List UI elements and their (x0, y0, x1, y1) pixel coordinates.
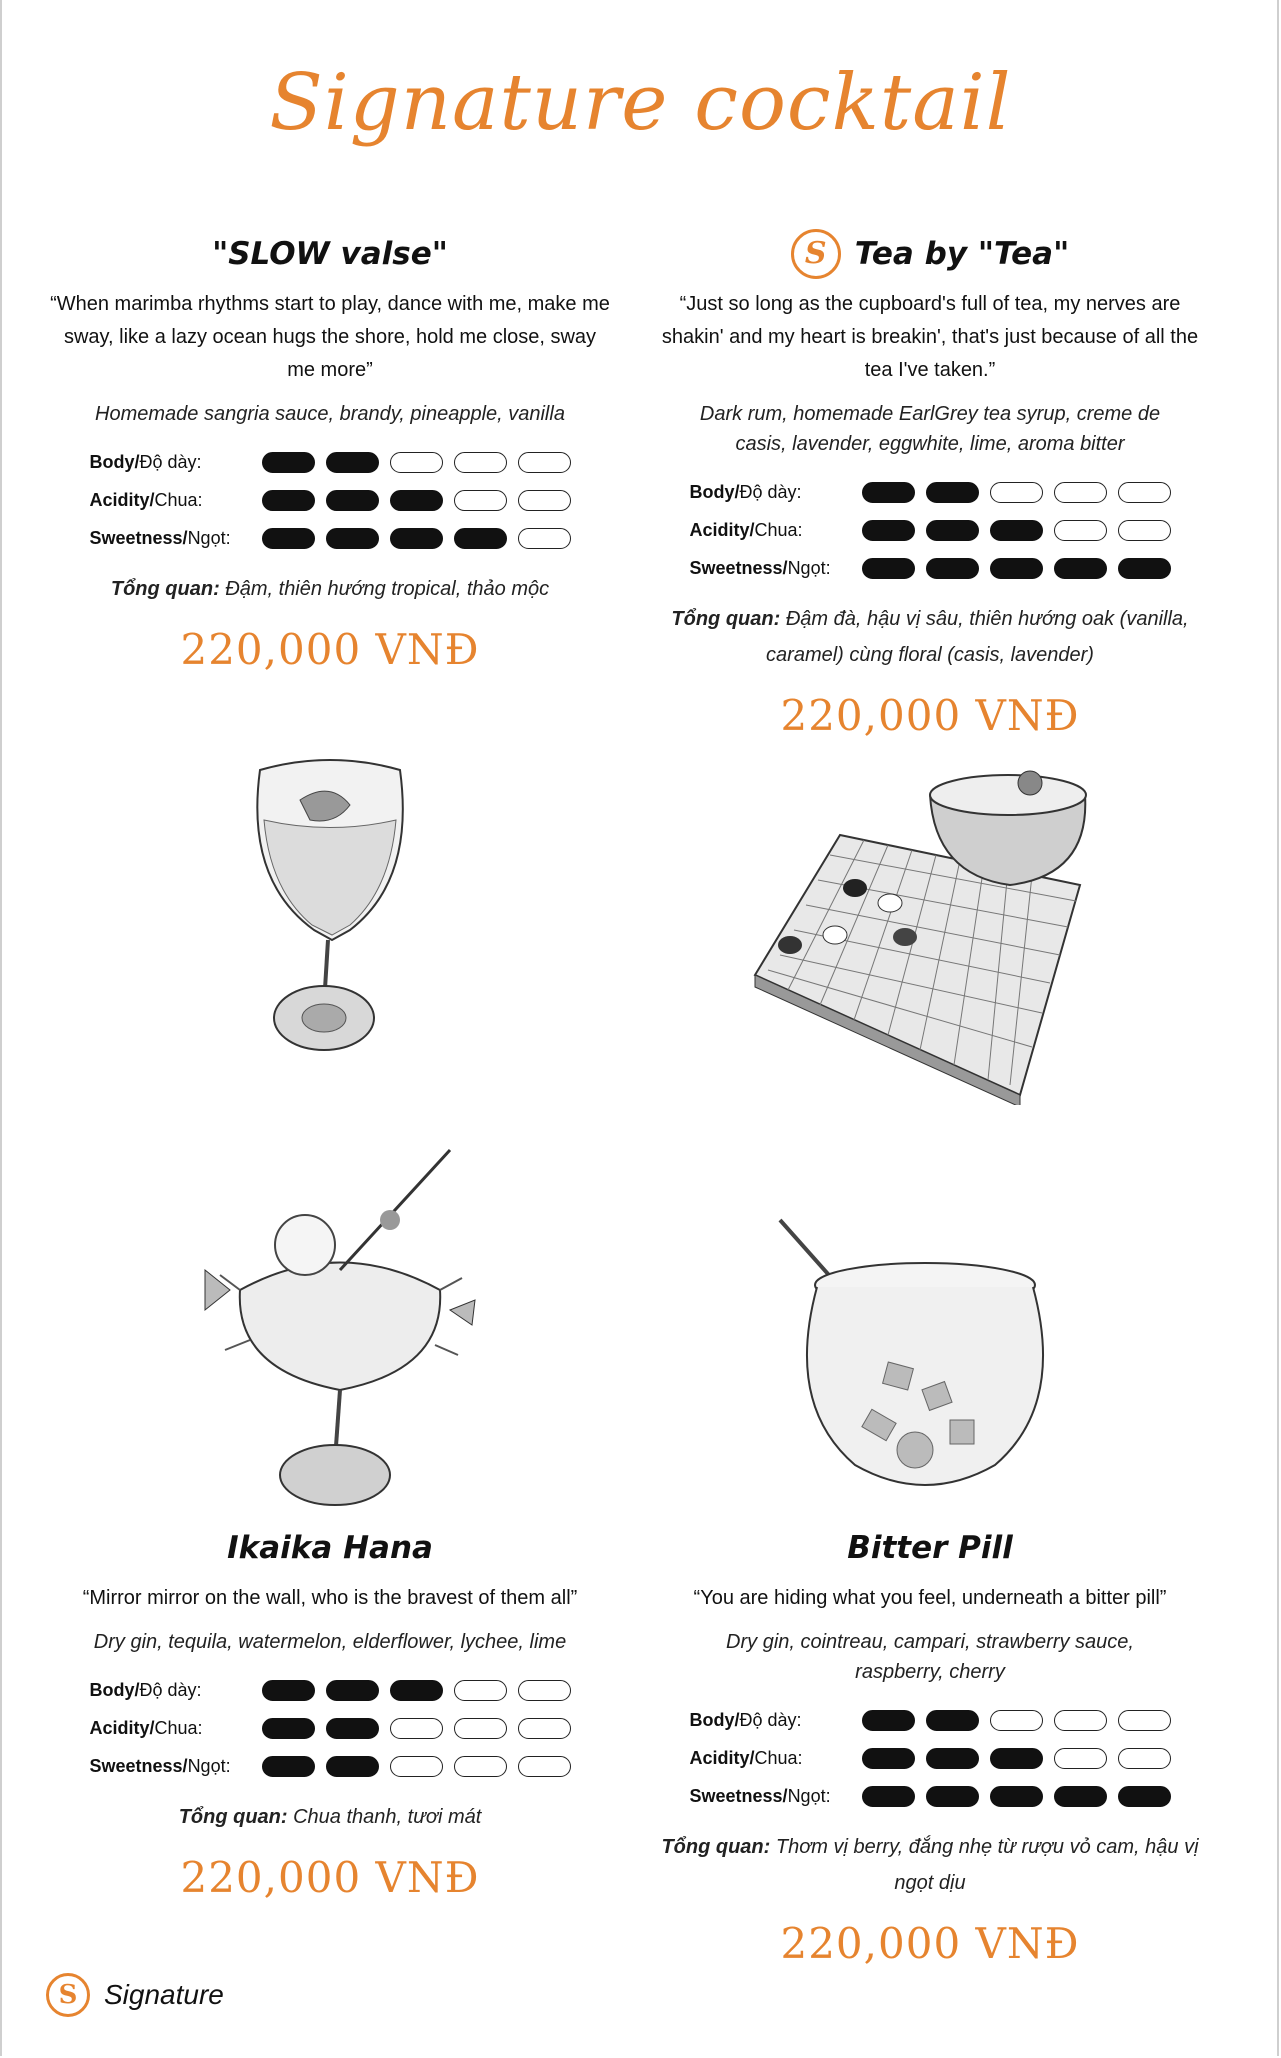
rating-pill-filled (390, 1680, 443, 1701)
rating-label-en: Acidity/ (89, 1717, 155, 1738)
rating-pill-empty (454, 452, 507, 473)
rating-pill-empty (518, 490, 571, 511)
footer-brand-text: Signature (104, 1979, 224, 2010)
rating-row (90, 1747, 571, 1785)
cocktail-name (40, 232, 620, 276)
rating-label-en: Acidity/ (689, 1747, 755, 1768)
rating-label-vi: Chua: (754, 519, 803, 540)
rating-pill-filled (926, 520, 979, 541)
cocktail-name-text: Bitter Pill (847, 1530, 1013, 1566)
rating-scale (262, 490, 571, 511)
rating-label (690, 1786, 862, 1807)
rating-list (90, 1671, 571, 1785)
rating-pill-empty (518, 452, 571, 473)
cocktail-name-text: "SLOW valse" (212, 236, 448, 272)
rating-pill-filled (262, 1756, 315, 1777)
rating-row (90, 519, 571, 557)
cocktail-quote: “When marimba rhythms start to play, dance with me, make me sway, like a lazy ocean hugs the shore, hold me close, sway me more” (50, 293, 610, 381)
rating-pill-empty (454, 1680, 507, 1701)
rating-row (90, 481, 571, 519)
coconut-go-board-icon (750, 755, 1110, 1105)
rating-label-en: Body/ (689, 481, 740, 502)
cocktail-name-text: Tea by "Tea" (854, 236, 1070, 272)
cocktail-quote: “Just so long as the cupboard's full of tea, my nerves are shakin' and my heart is breakin', that's just because of all the tea I've taken.” (661, 293, 1199, 381)
rating-pill-filled (926, 558, 979, 579)
rating-pill-filled (326, 1680, 379, 1701)
pufferfish-glass-icon (200, 1140, 480, 1510)
cocktail-card-bitter-pill (640, 1526, 1220, 1968)
rating-pill-filled (262, 452, 315, 473)
cocktail-name (640, 1526, 1220, 1570)
rating-pill-empty (454, 490, 507, 511)
rating-label (690, 1710, 862, 1731)
rating-scale (862, 520, 1171, 541)
rating-label-vi: Độ dày: (139, 451, 202, 472)
cocktail-quote: “Mirror mirror on the wall, who is the bravest of them all” (82, 1587, 578, 1609)
rating-row (690, 549, 1171, 587)
cocktail-summary (40, 571, 620, 607)
rating-scale (862, 1786, 1171, 1807)
rating-label-en: Acidity/ (89, 489, 155, 510)
rating-label-vi: Ngọt: (787, 557, 831, 578)
rating-pill-filled (262, 1718, 315, 1739)
rating-pill-filled (390, 490, 443, 511)
cocktail-summary (640, 1829, 1220, 1901)
cocktail-name (640, 232, 1220, 276)
rating-pill-empty (1054, 482, 1107, 503)
rating-row (690, 511, 1171, 549)
wine-glass-icon (240, 750, 420, 1060)
cocktail-ingredients: Homemade sangria sauce, brandy, pineapple, vanilla (95, 403, 565, 425)
cocktail-ingredients: Dry gin, tequila, watermelon, elderflower, lychee, lime (93, 1631, 567, 1653)
rating-scale (862, 1710, 1171, 1731)
rating-row (690, 1777, 1171, 1815)
rating-list (90, 443, 571, 557)
rating-label (90, 452, 262, 473)
rating-pill-filled (326, 1756, 379, 1777)
signature-logo-icon: S (791, 229, 841, 279)
rating-scale (262, 452, 571, 473)
rating-label-en: Sweetness/ (689, 557, 788, 578)
rating-scale (862, 558, 1171, 579)
rating-pill-filled (1118, 1786, 1171, 1807)
rating-label (690, 1748, 862, 1769)
rating-scale (862, 1748, 1171, 1769)
rating-pill-filled (262, 1680, 315, 1701)
rating-label-en: Body/ (89, 1679, 140, 1700)
rating-pill-filled (862, 558, 915, 579)
rating-pill-filled (326, 490, 379, 511)
rating-row (690, 1739, 1171, 1777)
cocktail-quote: “You are hiding what you feel, underneath a bitter pill” (693, 1587, 1167, 1609)
fishbowl-glass-icon (775, 1215, 1065, 1505)
rating-list (690, 1701, 1171, 1815)
rating-label (90, 1680, 262, 1701)
page-title: Signature cocktail (269, 58, 1012, 148)
rating-pill-empty (390, 1756, 443, 1777)
cocktail-summary (640, 601, 1220, 673)
rating-pill-filled (862, 1748, 915, 1769)
rating-pill-empty (1054, 1748, 1107, 1769)
rating-pill-empty (390, 452, 443, 473)
rating-pill-empty (1118, 1748, 1171, 1769)
rating-pill-empty (1054, 1710, 1107, 1731)
rating-scale (262, 1718, 571, 1739)
rating-pill-filled (326, 1718, 379, 1739)
rating-label-en: Sweetness/ (689, 1785, 788, 1806)
cocktail-card-tea-by-tea (640, 232, 1220, 740)
cocktail-ingredients: Dark rum, homemade EarlGrey tea syrup, creme de casis, lavender, eggwhite, lime, aroma bitter (699, 403, 1161, 455)
rating-label (690, 482, 862, 503)
cocktail-name-text: Ikaika Hana (227, 1530, 433, 1566)
rating-pill-filled (990, 1748, 1043, 1769)
cocktail-price: 220,000 VNĐ (780, 1919, 1080, 1968)
cocktail-summary (40, 1799, 620, 1835)
rating-pill-filled (862, 1786, 915, 1807)
rating-label-vi: Chua: (154, 489, 203, 510)
rating-pill-filled (454, 528, 507, 549)
rating-pill-empty (518, 1680, 571, 1701)
rating-label-en: Sweetness/ (89, 527, 188, 548)
rating-scale (862, 482, 1171, 503)
rating-pill-empty (1054, 520, 1107, 541)
rating-label-vi: Độ dày: (739, 481, 802, 502)
rating-label-vi: Độ dày: (739, 1709, 802, 1730)
rating-pill-filled (990, 520, 1043, 541)
rating-label-en: Acidity/ (689, 519, 755, 540)
rating-pill-empty (1118, 520, 1171, 541)
rating-row (90, 1671, 571, 1709)
rating-label-en: Sweetness/ (89, 1755, 188, 1776)
rating-label-vi: Ngọt: (187, 1755, 231, 1776)
rating-pill-empty (518, 1718, 571, 1739)
summary-text: Chua thanh, tươi mát (287, 1806, 482, 1828)
rating-pill-filled (262, 490, 315, 511)
rating-label (690, 558, 862, 579)
rating-label (90, 490, 262, 511)
rating-pill-filled (862, 520, 915, 541)
rating-scale (262, 1756, 571, 1777)
cocktail-price: 220,000 VNĐ (780, 691, 1080, 740)
rating-pill-filled (262, 528, 315, 549)
rating-label-vi: Ngọt: (187, 527, 231, 548)
summary-label: Tổng quan: (178, 1806, 288, 1828)
rating-pill-filled (326, 528, 379, 549)
rating-label-vi: Ngọt: (787, 1785, 831, 1806)
summary-label: Tổng quan: (661, 1836, 771, 1858)
footer-brand (46, 1973, 224, 2017)
rating-pill-filled (390, 528, 443, 549)
cocktail-ingredients: Dry gin, cointreau, campari, strawberry sauce, raspberry, cherry (726, 1631, 1134, 1683)
cocktail-card-ikaika-hana (40, 1526, 620, 1902)
rating-label-en: Body/ (89, 451, 140, 472)
rating-label (690, 520, 862, 541)
rating-pill-empty (454, 1718, 507, 1739)
signature-logo-icon: S (46, 1973, 90, 2017)
rating-pill-empty (990, 1710, 1043, 1731)
rating-label (90, 1756, 262, 1777)
rating-pill-filled (326, 452, 379, 473)
summary-label: Tổng quan: (671, 608, 781, 630)
rating-pill-filled (1054, 558, 1107, 579)
rating-label-vi: Chua: (154, 1717, 203, 1738)
cocktail-name (40, 1526, 620, 1570)
cocktail-price: 220,000 VNĐ (180, 625, 480, 674)
rating-scale (262, 528, 571, 549)
rating-pill-filled (926, 482, 979, 503)
rating-label (90, 1718, 262, 1739)
rating-label (90, 528, 262, 549)
rating-pill-filled (862, 482, 915, 503)
rating-pill-filled (990, 558, 1043, 579)
rating-pill-empty (390, 1718, 443, 1739)
rating-label-en: Body/ (689, 1709, 740, 1730)
rating-pill-empty (1118, 482, 1171, 503)
rating-pill-empty (518, 528, 571, 549)
rating-label-vi: Chua: (754, 1747, 803, 1768)
cocktail-card-slow-valse (40, 232, 620, 674)
rating-pill-empty (990, 482, 1043, 503)
rating-pill-filled (926, 1748, 979, 1769)
rating-row (690, 1701, 1171, 1739)
rating-pill-empty (454, 1756, 507, 1777)
rating-row (90, 1709, 571, 1747)
rating-label-vi: Độ dày: (139, 1679, 202, 1700)
summary-text: Đậm đà, hậu vị sâu, thiên hướng oak (vanilla, caramel) cùng floral (casis, lavender) (766, 608, 1189, 666)
rating-pill-filled (1118, 558, 1171, 579)
rating-row (690, 473, 1171, 511)
summary-text: Thơm vị berry, đắng nhẹ từ rượu vỏ cam, hậu vị ngọt dịu (770, 1836, 1199, 1894)
rating-pill-filled (862, 1710, 915, 1731)
summary-label: Tổng quan: (110, 578, 220, 600)
rating-pill-filled (926, 1710, 979, 1731)
rating-pill-empty (518, 1756, 571, 1777)
rating-pill-empty (1118, 1710, 1171, 1731)
summary-text: Đậm, thiên hướng tropical, thảo mộc (219, 578, 550, 600)
rating-row (90, 443, 571, 481)
rating-pill-filled (1054, 1786, 1107, 1807)
rating-pill-filled (926, 1786, 979, 1807)
cocktail-price: 220,000 VNĐ (180, 1853, 480, 1902)
rating-scale (262, 1680, 571, 1701)
rating-list (690, 473, 1171, 587)
rating-pill-filled (990, 1786, 1043, 1807)
